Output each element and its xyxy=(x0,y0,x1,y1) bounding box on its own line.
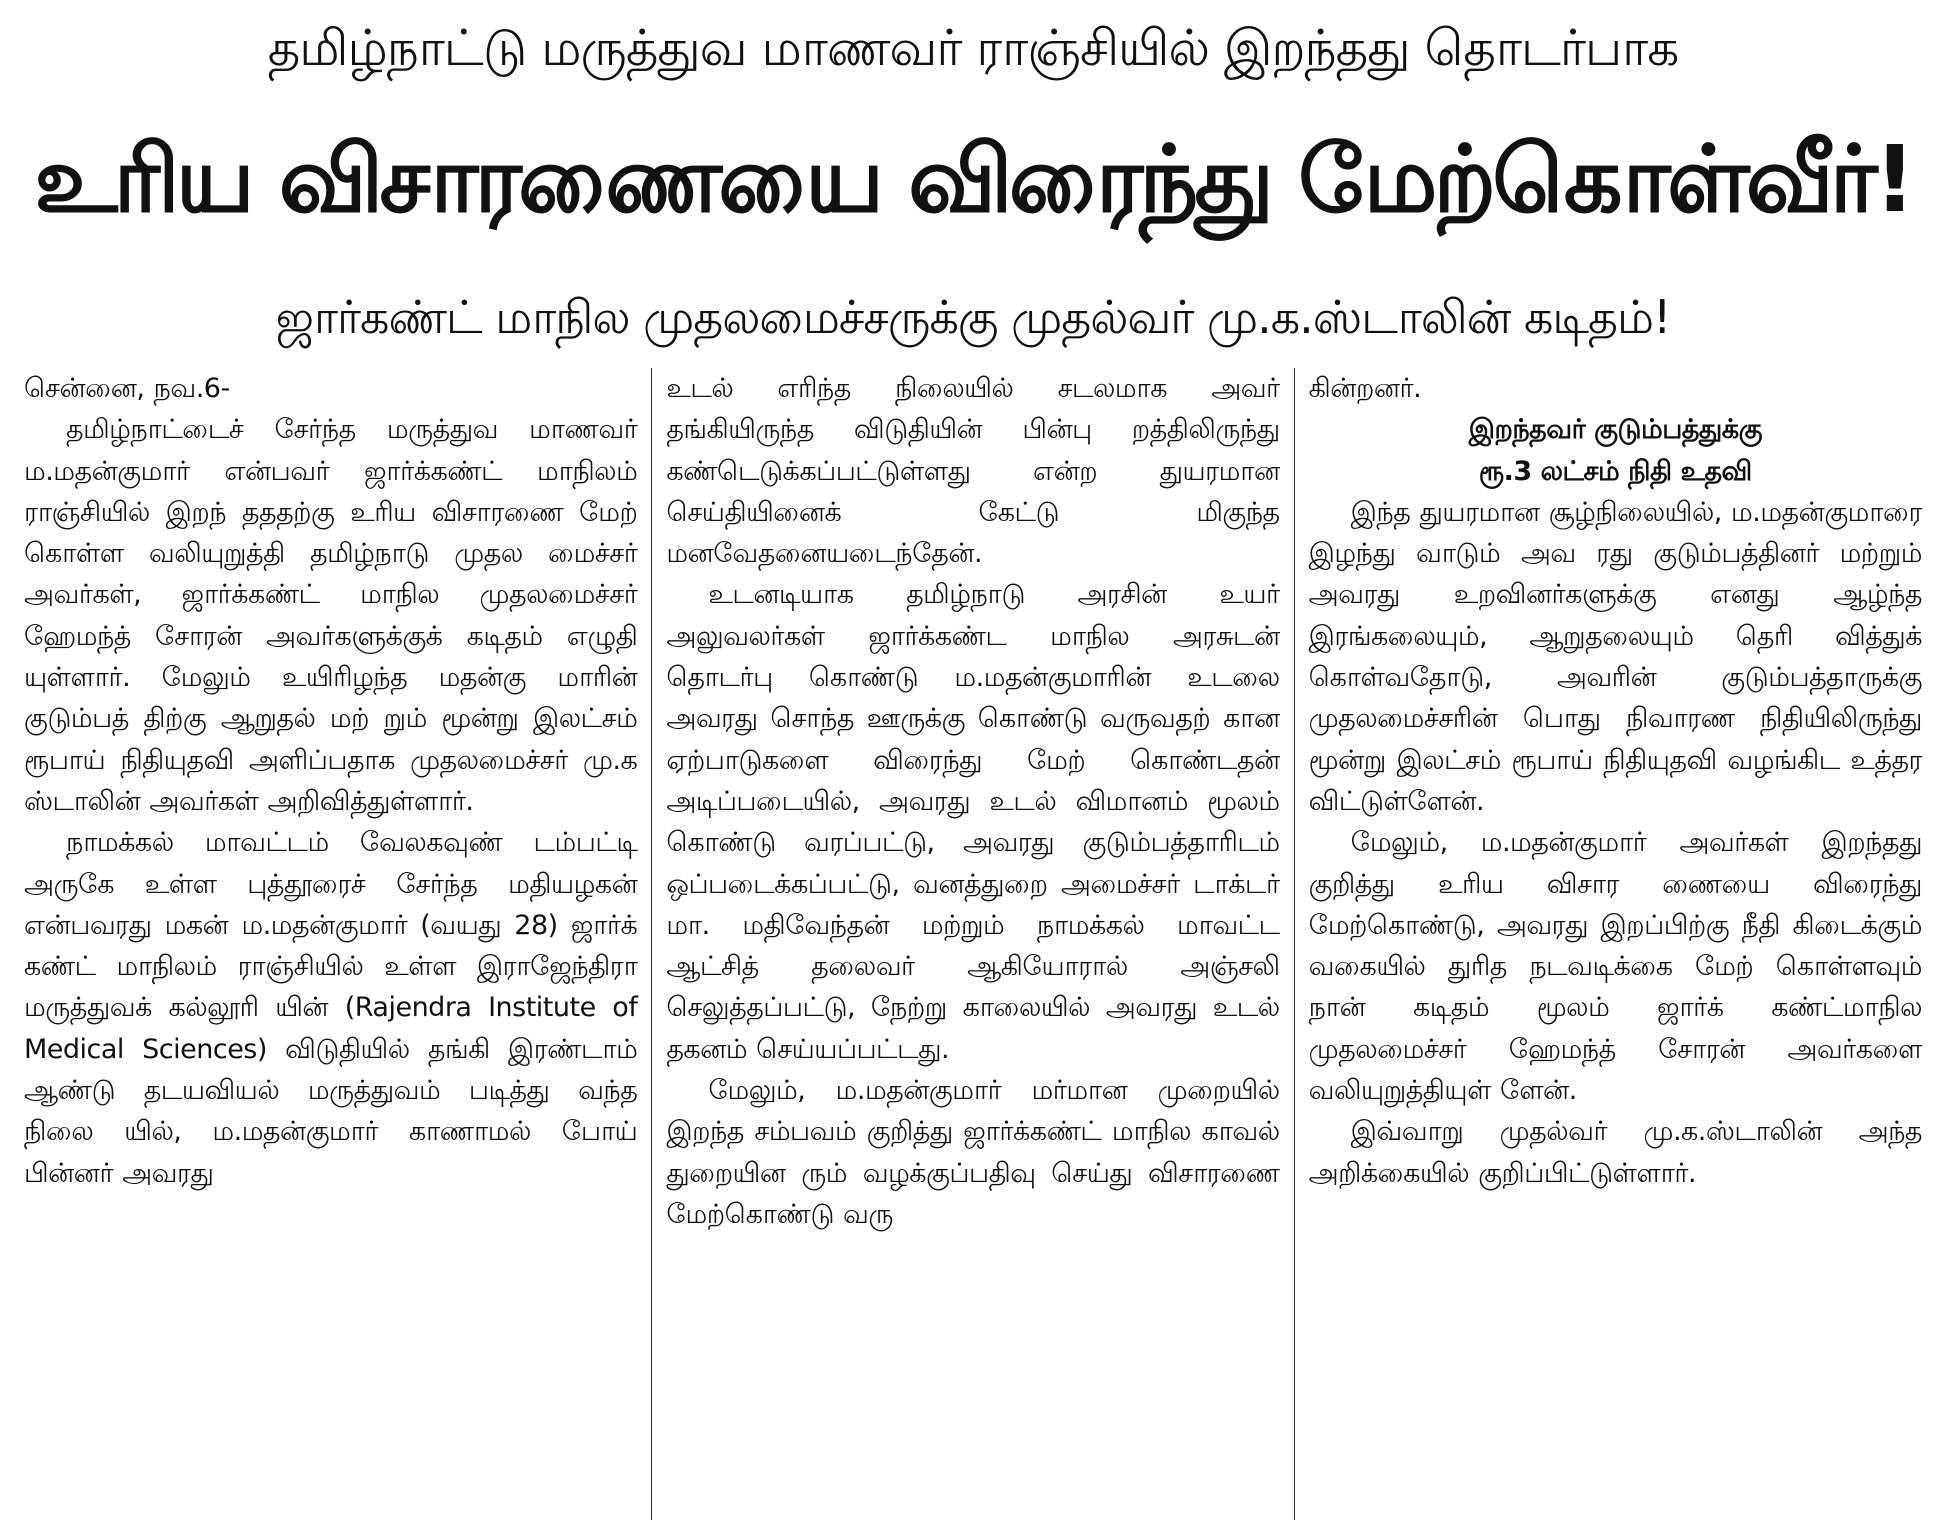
headline-main: உரிய விசாரணையை விரைந்து மேற்கொள்வீர்! xyxy=(34,126,1912,233)
paragraph: மேலும், ம.மதன்குமார் மர்மான முறையில் இறந்த சம்பவம் குறித்து ஜார்க்கண்ட் மாநில காவல் துறையின ரும் வழக்குப்பதிவு செய்து விசாரணை மேற்கொண்டு வரு xyxy=(666,1075,1280,1230)
headline-deck: ஜார்கண்ட் மாநில முதலமைச்சருக்கு முதல்வர் மு.க.ஸ்டாலின் கடிதம்! xyxy=(275,290,1671,344)
subheading-line: இறந்தவர் குடும்பத்துக்கு xyxy=(1468,414,1762,446)
paragraph: உடல் எரிந்த நிலையில் சடலமாக அவர் தங்கியிருந்த விடுதியின் பின்பு றத்திலிருந்து கண்டெடுக்கப்பட்டுள்ளது என்ற துயரமான செய்தியினைக் கேட்டு மிகுந்த மனவேதனையடைந்தேன். xyxy=(666,373,1280,570)
paragraph: நாமக்கல் மாவட்டம் வேலகவுண் டம்பட்டி அருகே உள்ள புத்தூரைச் சேர்ந்த மதியழகன் என்பவரது மகன் ம.மதன்குமார் (வயது 28) ஜார்க் கண்ட் மாநிலம் ராஞ்சியில் உள்ள இராஜேந்திரா மருத்துவக் கல்லூரி யின் (Rajendra Institute of Medical Sciences) விடுதியில் தங்கி இரண்டாம் ஆண்டு தடயவியல் மருத்துவம் படித்து வந்த நிலை யில், ம.மதன்குமார் காணாமல் போய் பின்னர் அவரது xyxy=(24,827,638,1189)
paragraph: உடனடியாக தமிழ்நாடு அரசின் உயர் அலுவலர்கள் ஜார்க்கண்ட மாநில அரசுடன் தொடர்பு கொண்டு ம.மதன்குமாரின் உடலை அவரது சொந்த ஊருக்கு கொண்டு வருவதற் கான ஏற்பாடுகளை விரைந்து மேற் கொண்டதன் அடிப்படையில், அவரது உடல் விமானம் மூலம் கொண்டு வரப்பட்டு, அவரது குடும்பத்தாரிடம் ஒப்படைக்கப்பட்டு, வனத்துறை அமைச்சர் டாக்டர் மா. மதிவேந்தன் மற்றும் நாமக்கல் மாவட்ட ஆட்சித் தலைவர் ஆகியோரால் அஞ்சலி செலுத்தப்பட்டு, நேற்று காலையில் அவரது உடல் தகனம் செய்யப்பட்டது. xyxy=(666,579,1280,1065)
subheading xyxy=(1309,409,1922,492)
paragraph: இந்த துயரமான சூழ்நிலையில், ம.மதன்குமாரை இழந்து வாடும் அவ ரது குடும்பத்தினர் மற்றும் அவரது உறவினர்களுக்கு எனது ஆழ்ந்த இரங்கலையும், ஆறுதலையும் தெரி வித்துக் கொள்வதோடு, அவரின் குடும்பத்தாருக்கு முதலமைச்சரின் பொது நிவாரண நிதியிலிருந்து மூன்று இலட்சம் ரூபாய் நிதியுதவி வழங்கிட உத்தர விட்டுள்ளேன். xyxy=(1308,496,1922,817)
paragraph: கின்றனர். xyxy=(1308,373,1422,404)
paragraph: தமிழ்நாட்டைச் சேர்ந்த மருத்துவ மாணவர் ம.மதன்குமார் என்பவர் ஜார்க்கண்ட் மாநிலம் ராஞ்சியில் இறந் தததற்கு உரிய விசாரணை மேற் கொள்ள வலியுறுத்தி தமிழ்நாடு முதல மைச்சர் அவர்கள், ஜார்க்கண்ட் மாநில முதலமைச்சர் ஹேமந்த் சோரன் அவர்களுக்குக் கடிதம் எழுதி யுள்ளார். மேலும் உயிரிழந்த மதன்கு மாரின் குடும்பத் திற்கு ஆறுதல் மற் றும் மூன்று இலட்சம் ரூபாய் நிதியுதவி அளிப்பதாக முதலமைச்சர் மு.க ஸ்டாலின் அவர்கள் அறிவித்துள்ளார். xyxy=(24,414,638,817)
paragraph: மேலும், ம.மதன்குமார் அவர்கள் இறந்தது குறித்து உரிய விசார ணையை விரைந்து மேற்கொண்டு, அவரது இறப்பிற்கு நீதி கிடைக்கும் வகையில் துரித நடவடிக்கை மேற் கொள்ளவும் நான் கடிதம் மூலம் ஜார்க் கண்ட்மாநில முதலமைச்சர் ஹேமந்த் சோரன் அவர்களை வலியுறுத்தியுள் ளேன். xyxy=(1308,827,1922,1107)
article-column-1 xyxy=(10,368,651,1520)
dateline: சென்னை, நவ.6- xyxy=(24,373,230,404)
article-body xyxy=(10,368,1936,1520)
paragraph: இவ்வாறு முதல்வர் மு.க.ஸ்டாலின் அந்த அறிக்கையில் குறிப்பிட்டுள்ளார். xyxy=(1308,1116,1922,1189)
headline-kicker: தமிழ்நாட்டு மருத்துவ மாணவர் ராஞ்சியில் இறந்தது தொடர்பாக xyxy=(267,19,1679,77)
article-column-2 xyxy=(651,368,1293,1520)
subheading-line: ரூ.3 லட்சம் நிதி உதவி xyxy=(1478,455,1752,487)
article-column-3 xyxy=(1294,368,1936,1520)
